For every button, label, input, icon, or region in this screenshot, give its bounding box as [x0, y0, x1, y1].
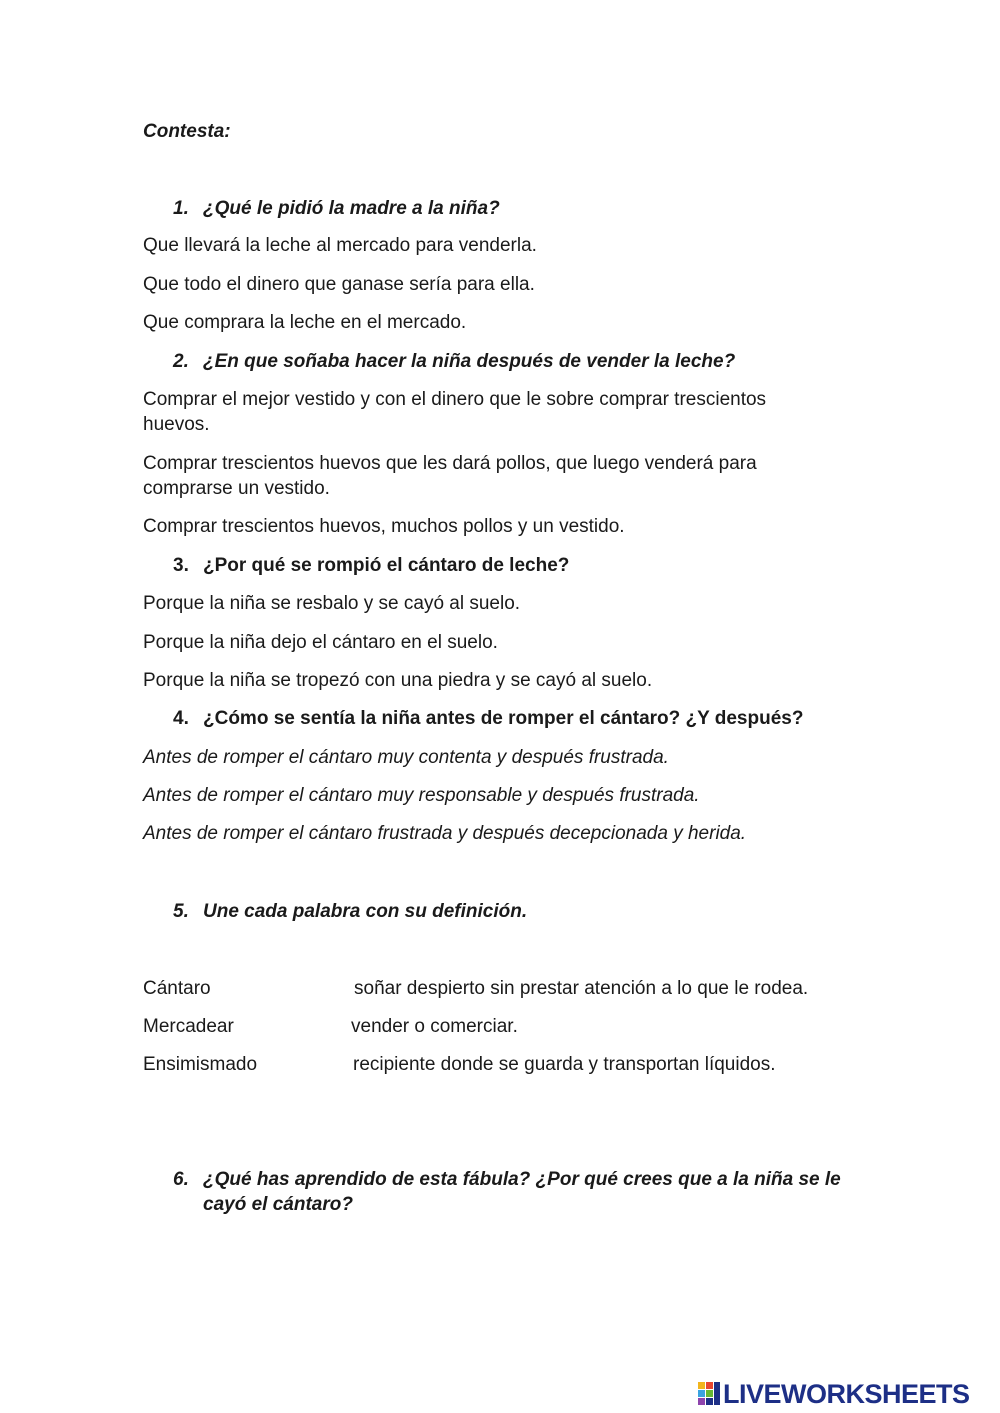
answer-option[interactable]: Comprar trescientos huevos que les dará pollos, que luego venderá para comprarse un vestido.	[143, 453, 757, 499]
heading: Contesta:	[143, 121, 231, 142]
match-definition[interactable]: soñar despierto sin prestar atención a lo que le rodea.	[354, 978, 809, 999]
question-text: Une cada palabra con su definición.	[203, 901, 528, 922]
question-number: 6.	[173, 1169, 189, 1190]
match-definition[interactable]: recipiente donde se guarda y transportan líquidos.	[353, 1054, 776, 1075]
question-text: ¿Qué le pidió la madre a la niña?	[203, 198, 500, 219]
match-word[interactable]: Cántaro	[143, 978, 211, 999]
question-number: 3.	[173, 555, 189, 576]
answer-option[interactable]: Porque la niña se tropezó con una piedra y se cayó al suelo.	[143, 670, 653, 691]
question-4	[173, 706, 804, 731]
logo-text: LIVEWORKSHEETS	[723, 1378, 970, 1409]
match-definition[interactable]: vender o comerciar.	[351, 1016, 518, 1037]
logo-icon	[697, 1381, 721, 1407]
question-1	[173, 196, 500, 221]
question-6	[173, 1167, 189, 1192]
answer-option[interactable]: Comprar trescientos huevos, muchos pollos y un vestido.	[143, 516, 625, 537]
answer-option[interactable]: Antes de romper el cántaro muy contenta y después frustrada.	[143, 747, 669, 768]
question-number: 2.	[173, 351, 189, 372]
question-text: ¿Cómo se sentía la niña antes de romper el cántaro? ¿Y después?	[203, 708, 804, 729]
question-number: 4.	[173, 708, 189, 729]
answer-option[interactable]: Comprar el mejor vestido y con el dinero que le sobre comprar trescientos huevos.	[143, 389, 767, 435]
answer-option[interactable]: Que llevará la leche al mercado para venderla.	[143, 235, 537, 256]
question-5	[173, 899, 528, 924]
question-text: ¿Qué has aprendido de esta fábula? ¿Por qué crees que a la niña se le cayó el cántaro?	[203, 1169, 841, 1215]
liveworksheets-logo	[697, 1378, 970, 1410]
question-2	[173, 349, 736, 374]
question-3	[173, 553, 570, 578]
question-number: 5.	[173, 901, 189, 922]
question-text: ¿En que soñaba hacer la niña después de vender la leche?	[203, 351, 736, 372]
answer-option[interactable]: Que todo el dinero que ganase sería para ella.	[143, 274, 535, 295]
answer-option[interactable]: Porque la niña dejo el cántaro en el suelo.	[143, 632, 498, 653]
answer-option[interactable]: Antes de romper el cántaro frustrada y después decepcionada y herida.	[143, 823, 747, 844]
match-word[interactable]: Mercadear	[143, 1016, 234, 1037]
question-number: 1.	[173, 198, 189, 219]
answer-option[interactable]: Porque la niña se resbalo y se cayó al suelo.	[143, 593, 521, 614]
match-word[interactable]: Ensimismado	[143, 1054, 258, 1075]
question-text: ¿Por qué se rompió el cántaro de leche?	[203, 555, 570, 576]
answer-option[interactable]: Antes de romper el cántaro muy responsable y después frustrada.	[143, 785, 700, 806]
answer-option[interactable]: Que comprara la leche en el mercado.	[143, 312, 467, 333]
